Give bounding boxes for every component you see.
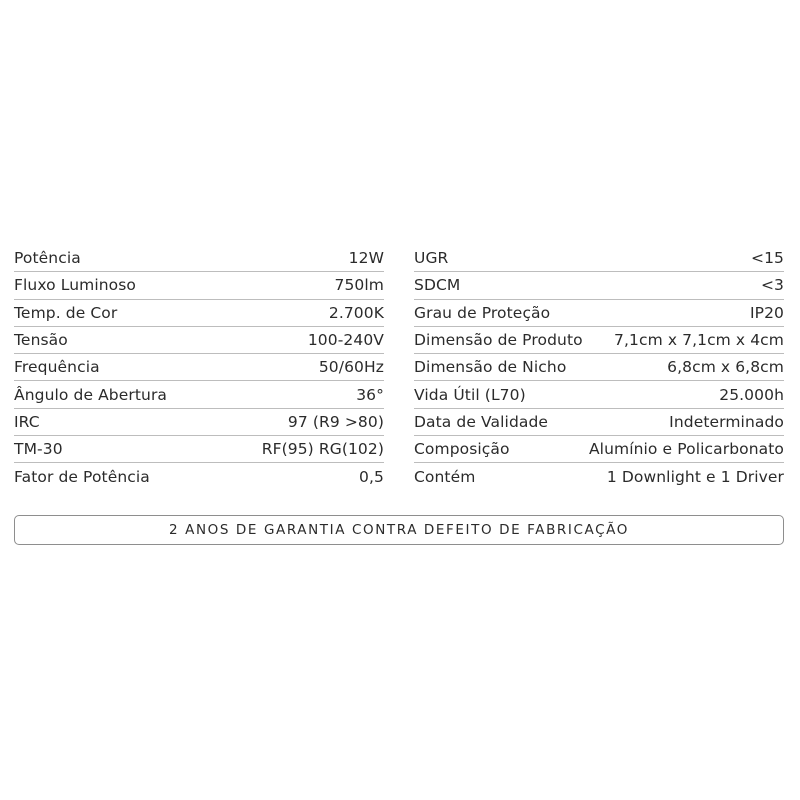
spec-value: 97 (R9 >80) [287,412,384,431]
specs-table-left [14,245,384,491]
spec-row-tm30 [14,436,384,463]
spec-value: <15 [750,249,784,268]
spec-value: Alumínio e Policarbonato [588,440,784,459]
spec-row-ugr [414,245,784,272]
spec-value: 1 Downlight e 1 Driver [606,468,784,487]
spec-row-angulo-abertura [14,381,384,408]
spec-row-fator-potencia [14,463,384,490]
spec-label: Temp. de Cor [14,303,118,322]
spec-row-sdcm [414,272,784,299]
spec-label: Dimensão de Produto [414,331,583,350]
spec-value: IP20 [749,303,784,322]
specs-table-right [414,245,784,491]
spec-label: Tensão [14,331,68,350]
spec-label: Composição [414,440,510,459]
warranty-text: 2 ANOS DE GARANTIA CONTRA DEFEITO DE FABRICAÇÃO [169,522,629,538]
spec-label: UGR [414,249,449,268]
spec-label: Contém [414,468,476,487]
spec-label: SDCM [414,276,461,295]
spec-label: Vida Útil (L70) [414,385,526,404]
spec-value: 50/60Hz [318,358,384,377]
spec-label: Frequência [14,358,100,377]
spec-label: Ângulo de Abertura [14,385,168,404]
spec-label: Dimensão de Nicho [414,358,567,377]
spec-row-dimensao-produto [414,327,784,354]
spec-value: 12W [348,249,384,268]
spec-label: Fluxo Luminoso [14,276,137,295]
spec-label: Fator de Potência [14,468,150,487]
spec-value: 36° [356,385,384,404]
spec-value: 6,8cm x 6,8cm [667,358,784,377]
spec-row-tensao [14,327,384,354]
spec-row-grau-protecao [414,300,784,327]
spec-row-frequencia [14,354,384,381]
spec-row-contem [414,463,784,490]
spec-row-data-validade [414,409,784,436]
spec-value: 7,1cm x 7,1cm x 4cm [614,331,784,350]
spec-value: 0,5 [359,468,384,487]
spec-row-fluxo-luminoso [14,272,384,299]
spec-label: TM-30 [14,440,63,459]
spec-row-potencia [14,245,384,272]
spec-value: RF(95) RG(102) [261,440,384,459]
spec-label: Data de Validade [414,412,549,431]
spec-value: 100-240V [307,331,384,350]
spec-row-irc [14,409,384,436]
spec-row-vida-util [414,381,784,408]
spec-label: Potência [14,249,81,268]
spec-label: Grau de Proteção [414,303,551,322]
spec-value: 25.000h [719,385,784,404]
spec-value: 2.700K [328,303,384,322]
spec-row-composicao [414,436,784,463]
spec-row-temp-cor [14,300,384,327]
spec-value: Indeterminado [669,412,784,431]
spec-value: <3 [760,276,784,295]
spec-value: 750lm [334,276,384,295]
warranty-banner [14,515,784,545]
spec-label: IRC [14,412,40,431]
spec-row-dimensao-nicho [414,354,784,381]
